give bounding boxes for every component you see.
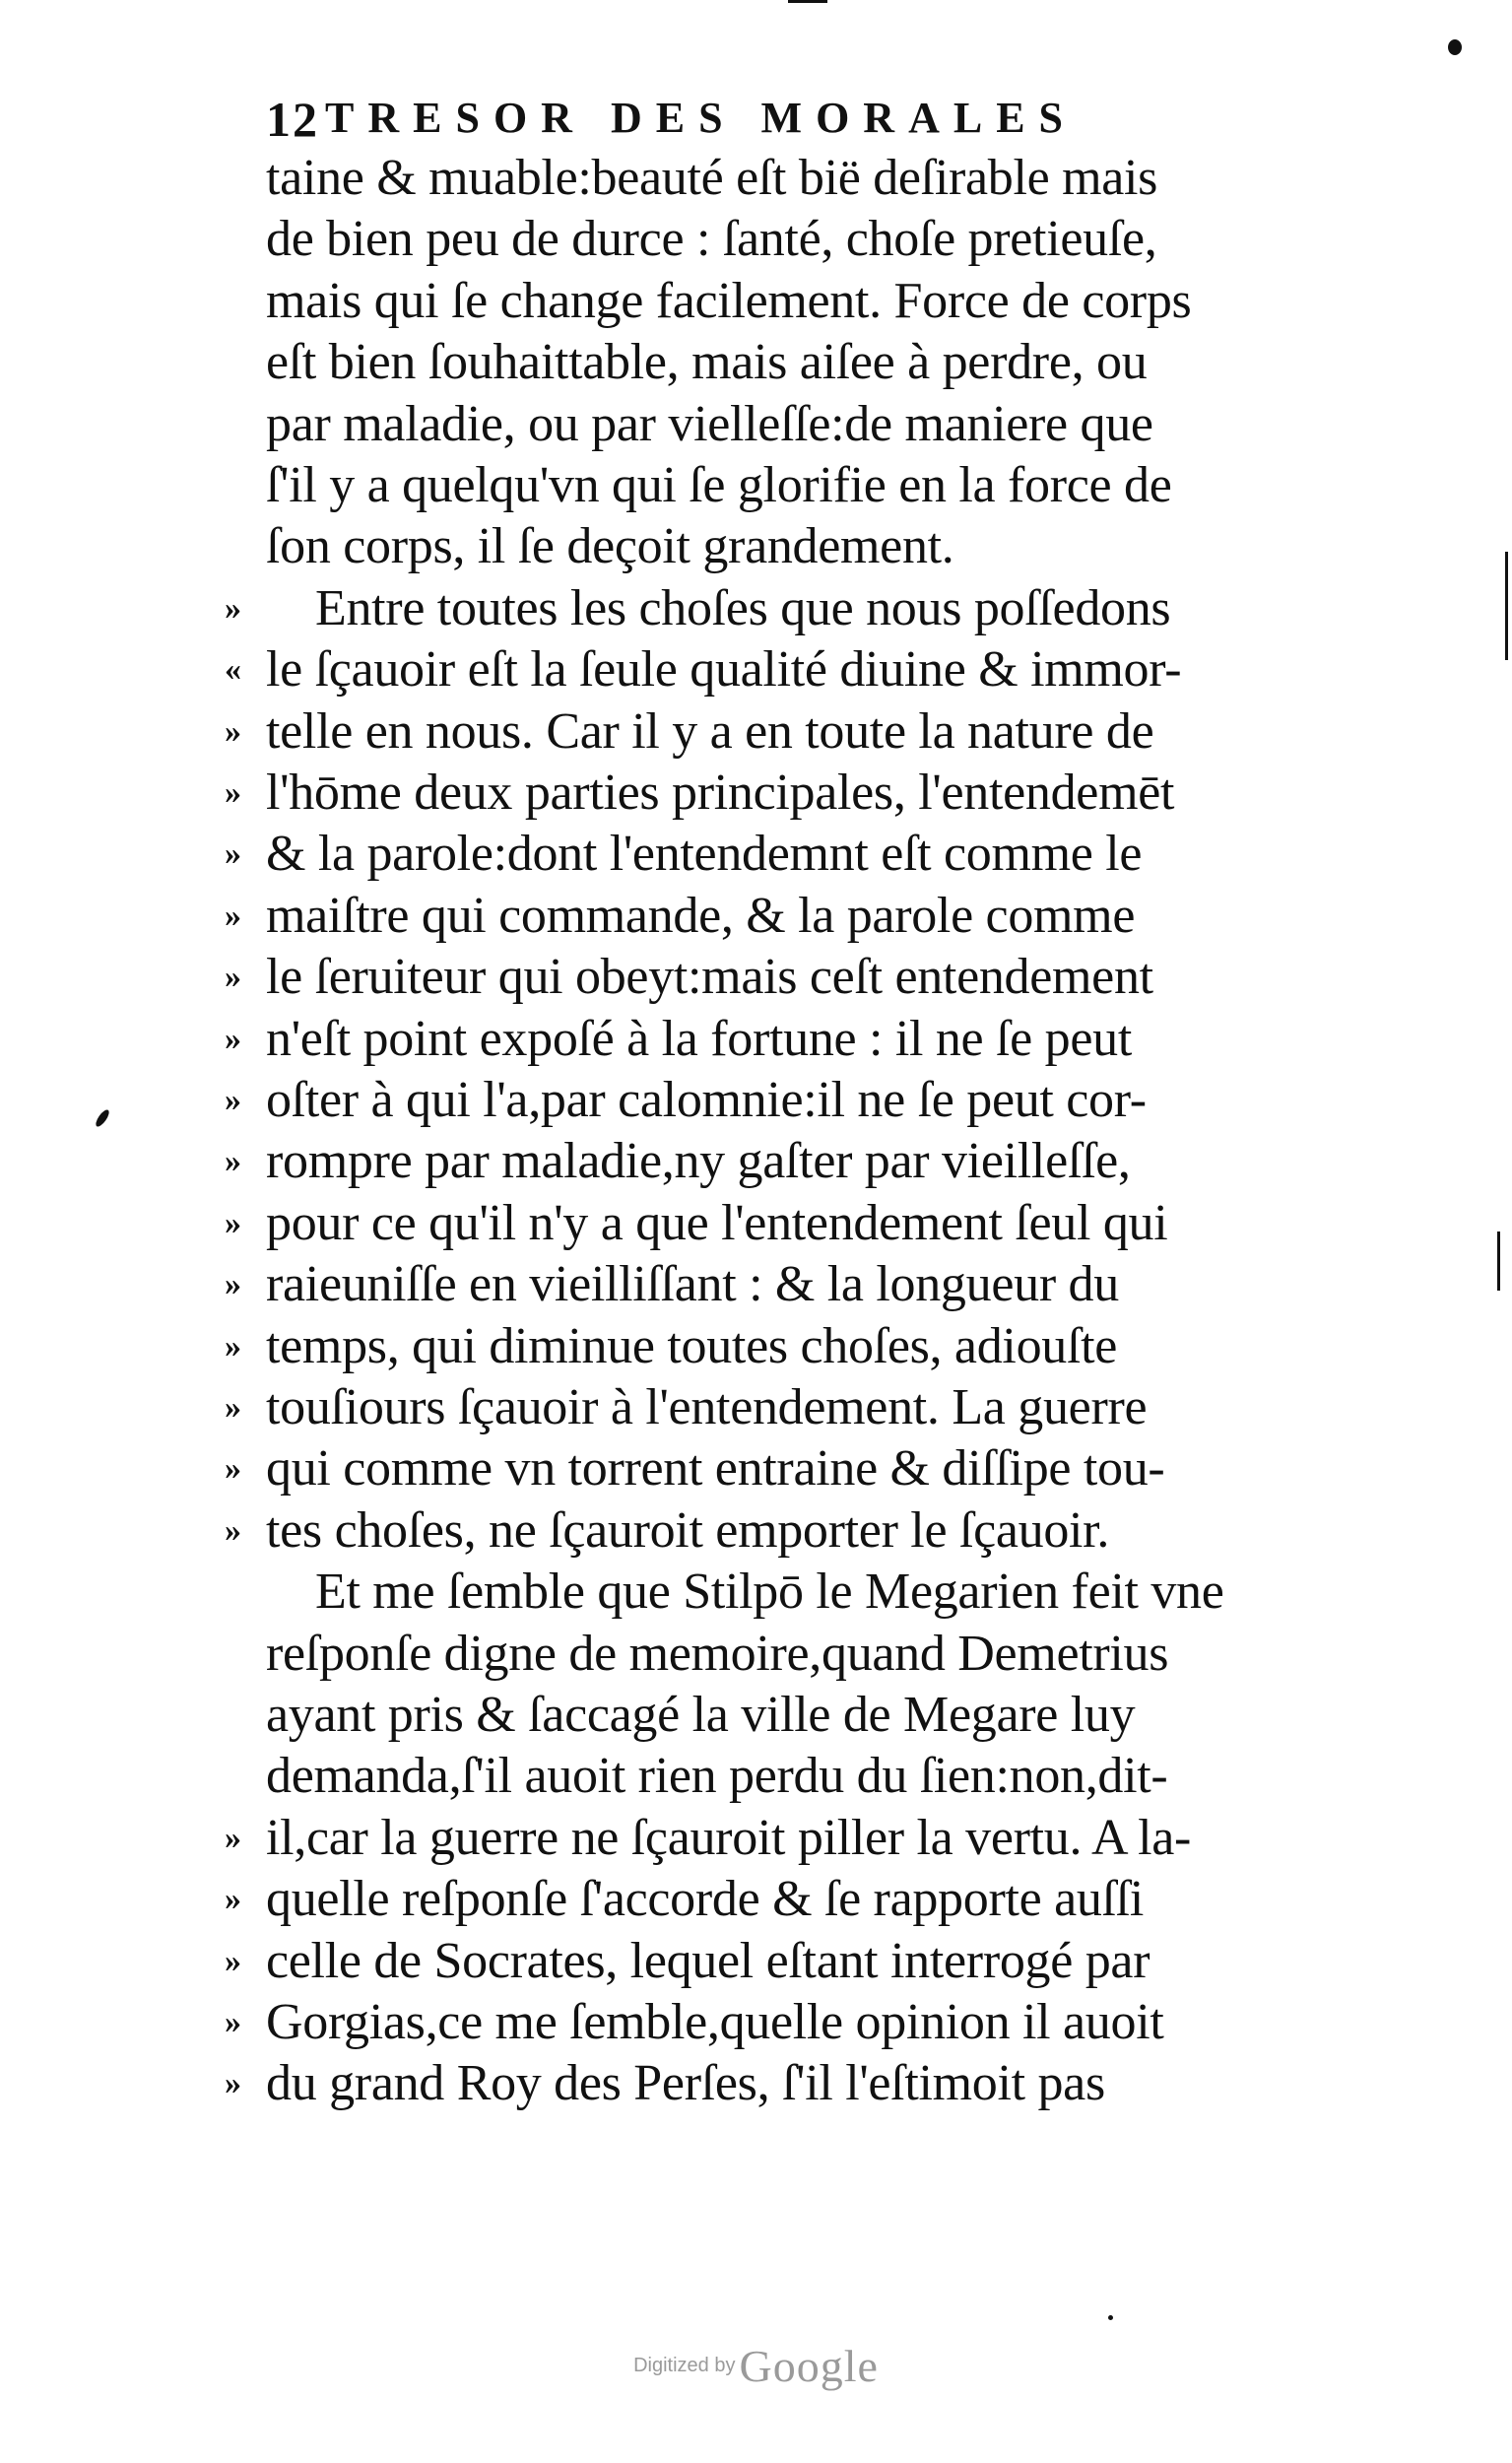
text-line: telle en nous. Car il y a en toute la nature de xyxy=(266,702,1154,760)
text-line: temps, qui diminue toutes choſes, adiouſte xyxy=(266,1317,1118,1374)
text-line: & la parole:dont l'entendemnt eſt comme le xyxy=(266,826,1143,883)
quote-marker: » xyxy=(225,1204,241,1241)
scan-speck xyxy=(1448,39,1462,55)
text-line: tes choſes, ne ſçauroit emporter le ſçauoir. xyxy=(266,1501,1110,1559)
text-line: taine & muable:beauté eſt bië deſirable mais xyxy=(266,150,1158,206)
digitized-prefix: Digitized by xyxy=(633,2355,736,2376)
quote-marker: » xyxy=(225,1143,241,1180)
quote-marker: » xyxy=(225,1942,241,1979)
page-edge-mark xyxy=(1505,552,1508,660)
scan-speck xyxy=(94,1108,111,1129)
text-line: il,car la guerre ne ſçauroit piller la vertu. A la- xyxy=(266,1809,1192,1866)
running-title: TRESOR DES MORALES xyxy=(325,94,1078,142)
quote-marker: » xyxy=(225,1020,241,1057)
quote-marker: » xyxy=(225,1450,241,1488)
quote-marker: » xyxy=(225,1389,241,1426)
text-line: qui comme vn torrent entraine & diſſipe tou- xyxy=(266,1440,1165,1498)
text-line: oſter à qui l'a,par calomnie:il ne ſe peut cor- xyxy=(266,1072,1147,1128)
quote-marker: » xyxy=(225,1511,241,1549)
quote-marker: » xyxy=(225,835,241,873)
page-edge-mark xyxy=(788,0,827,3)
page-header xyxy=(266,91,1212,150)
page-edge-mark xyxy=(1497,1232,1500,1291)
text-line: rompre par maladie,ny gaſter par vieilleſſe, xyxy=(266,1133,1131,1190)
quote-marker: » xyxy=(225,589,241,627)
text-line: touſiours ſçauoir à l'entendement. La guerre xyxy=(266,1379,1148,1435)
quote-marker: » xyxy=(225,712,241,750)
quote-marker: » xyxy=(225,1266,241,1303)
text-line: celle de Socrates, lequel eſtant interrogé par xyxy=(266,1932,1150,1989)
text-line: maiſtre qui commande, & la parole comme xyxy=(266,887,1136,944)
text-line: demanda,ſ'il auoit rien perdu du ſien:non,dit- xyxy=(266,1748,1168,1805)
quote-marker: » xyxy=(225,959,241,996)
scan-speck xyxy=(1108,2315,1113,2320)
text-line: par maladie, ou par vielleſſe:de maniere que xyxy=(266,395,1153,452)
text-line: ſon corps, il ſe deçoit grandement. xyxy=(266,518,954,575)
quote-marker: » xyxy=(225,1881,241,1918)
quote-marker: » xyxy=(225,2004,241,2040)
text-line: Gorgias,ce me ſemble,quelle opinion il auoit xyxy=(266,1994,1164,2050)
quote-marker: » xyxy=(225,1082,241,1118)
digitized-watermark xyxy=(0,2340,1512,2392)
text-line: reſponſe digne de memoire,quand Demetrius xyxy=(266,1625,1169,1682)
text-line: mais qui ſe change facilement. Force de corps xyxy=(266,272,1192,329)
quote-marker: « xyxy=(225,651,241,689)
quote-marker: » xyxy=(225,1327,241,1365)
text-line: eſt bien ſouhaittable, mais aiſee à perdre, ou xyxy=(266,334,1148,391)
text-line: Entre toutes les choſes que nous poſſedons xyxy=(315,579,1171,636)
watermark-brand: Google xyxy=(739,2341,879,2391)
text-line: le ſçauoir eſt la ſeule qualité diuine & immor- xyxy=(266,641,1182,699)
text-line: l'hōme deux parties principales, l'entendemēt xyxy=(266,765,1175,821)
page-number: 12 xyxy=(266,92,319,147)
text-line: pour ce qu'il n'y a que l'entendement ſeul qui xyxy=(266,1194,1168,1251)
text-line: quelle reſponſe ſ'accorde & ſe rapporte auſſi xyxy=(266,1871,1145,1928)
text-line: de bien peu de durce : ſanté, choſe pretieuſe, xyxy=(266,211,1157,268)
text-line: ſ'il y a quelqu'vn qui ſe glorifie en la force de xyxy=(266,457,1172,513)
text-line: raieuniſſe en vieilliſſant : & la longueur du xyxy=(266,1256,1119,1313)
text-line: du grand Roy des Perſes, ſ'il l'eſtimoit pas xyxy=(266,2055,1105,2112)
text-line: ayant pris & ſaccagé la ville de Megare luy xyxy=(266,1687,1136,1743)
text-line: n'eſt point expoſé à la fortune : il ne ſe peut xyxy=(266,1010,1132,1067)
text-line: Et me ſemble que Stilpō le Megarien feit vne xyxy=(315,1564,1224,1621)
text-line: le ſeruiteur qui obeyt:mais ceſt entendement xyxy=(266,949,1153,1006)
quote-marker: » xyxy=(225,774,241,811)
quote-marker: » xyxy=(225,1819,241,1856)
quote-marker: » xyxy=(225,897,241,934)
quote-marker: » xyxy=(225,2065,241,2102)
